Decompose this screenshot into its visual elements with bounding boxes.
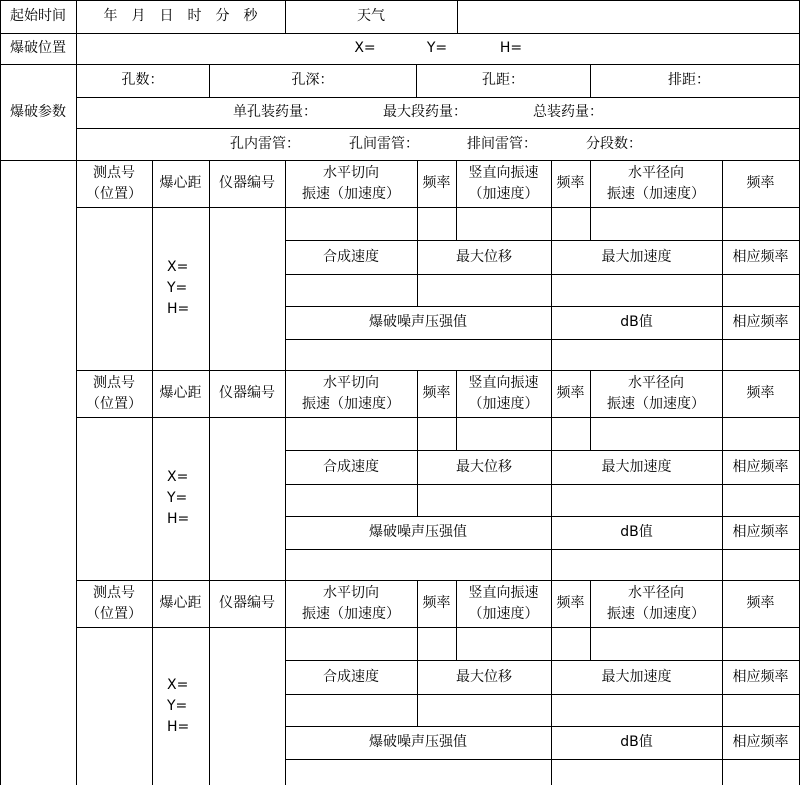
block-2-resultant-velocity <box>285 450 417 484</box>
block-2-corr-frequency-1-text: 相应频率 <box>732 458 789 475</box>
block-1-horiz-radial-text: 振速（加速度） <box>607 185 705 202</box>
block-3-freq-1-text: 频率 <box>422 595 451 611</box>
block-2-vertical-text: 竖直向振速 <box>468 374 539 391</box>
block-2-horiz-radial <box>590 370 722 417</box>
block-1-coordinates <box>152 207 209 370</box>
block-2-horiz-radial-text: 振速（加速度） <box>607 395 705 412</box>
inter-row-detonator-label: 排间雷管： <box>467 135 537 152</box>
rule-start-time <box>0 33 800 34</box>
block-3-distance-text: 爆心距 <box>159 595 202 611</box>
block-3-point-no-text: （位置） <box>86 605 142 622</box>
block-2-coord-text: H= <box>167 511 190 527</box>
charge-per-hole-label: 单孔装药量： <box>233 104 317 120</box>
block-3-horiz-tangential-text: 水平切向 <box>323 584 379 601</box>
max-delay-charge-label: 最大段药量： <box>383 104 467 120</box>
in-hole-detonator-label: 孔内雷管： <box>230 135 300 152</box>
block-2-vertical <box>456 370 551 417</box>
weather-label: 天气 <box>357 8 385 24</box>
block-2-corr-frequency-2 <box>722 516 799 549</box>
hole-count-label: 孔数： <box>121 72 164 88</box>
block-3-freq-1 <box>417 580 456 627</box>
block-3-instrument-no <box>209 580 285 627</box>
block-3-freq-2-text: 频率 <box>556 595 585 611</box>
block-2-resultant-velocity-text: 合成速度 <box>323 458 379 475</box>
block-3-db-value-text: dB值 <box>620 734 653 750</box>
block-1-freq-1-text: 频率 <box>422 175 451 191</box>
block-3-horiz-tangential-text: 振速（加速度） <box>302 605 400 622</box>
block-1-horiz-radial-text: 水平径向 <box>628 164 684 181</box>
block-1-freq-2-text: 频率 <box>556 175 585 191</box>
inter-hole-detonator-label: 孔间雷管： <box>349 135 419 152</box>
total-charge-label: 总装药量： <box>533 104 603 120</box>
block-2-coordinates <box>152 417 209 580</box>
block-2-db-value <box>551 516 722 549</box>
block-2-freq-1 <box>417 370 456 417</box>
weather-value <box>457 0 799 33</box>
block-2-freq-2 <box>551 370 590 417</box>
block-3-vertical <box>456 580 551 627</box>
block-1-resultant-velocity-text: 合成速度 <box>323 248 379 265</box>
block-1-freq-3-text: 频率 <box>746 175 775 191</box>
block-1-distance <box>152 160 209 207</box>
block-2-instrument-no-text: 仪器编号 <box>219 385 275 401</box>
block-2-horiz-tangential-text: 振速（加速度） <box>302 395 400 412</box>
block-2-vertical-text: （加速度） <box>468 395 539 412</box>
delay-count-label: 分段数： <box>586 135 642 152</box>
block-3-freq-3 <box>722 580 799 627</box>
block-1-vertical-text: （加速度） <box>468 185 539 202</box>
block-1-noise-level <box>285 306 551 339</box>
block-1-corr-frequency-2 <box>722 306 799 339</box>
block-3-freq-3-text: 频率 <box>746 595 775 611</box>
block-1-horiz-tangential-text: 振速（加速度） <box>302 185 400 202</box>
block-3-instrument-no-text: 仪器编号 <box>219 595 275 611</box>
block-1-instrument-no-text: 仪器编号 <box>219 175 275 191</box>
block-2-point-no <box>76 370 152 417</box>
block-1-freq-2 <box>551 160 590 207</box>
block-3-coord-text: H= <box>167 718 190 735</box>
block-3-corr-frequency-2 <box>722 726 799 759</box>
block-3-db-value <box>551 726 722 759</box>
block-1-point-no-text: （位置） <box>86 185 142 202</box>
block-3-max-acceleration-text: 最大加速度 <box>601 668 672 685</box>
block-2-freq-2-text: 频率 <box>556 385 585 401</box>
block-3-noise-level <box>285 726 551 759</box>
block-3-max-acceleration <box>551 660 722 694</box>
block-1-coord-text: H= <box>167 301 190 317</box>
block-3-horiz-tangential <box>285 580 417 627</box>
block-1-freq-3 <box>722 160 799 207</box>
block-2-corr-frequency-1 <box>722 450 799 484</box>
block-2-corr-frequency-2-text: 相应频率 <box>732 524 789 540</box>
block-3-horiz-radial <box>590 580 722 627</box>
block-2-max-displacement-text: 最大位移 <box>456 458 512 475</box>
block-2-max-acceleration-text: 最大加速度 <box>601 458 672 475</box>
block-1-db-value-text: dB值 <box>620 314 653 330</box>
row-spacing-label: 排距： <box>668 72 710 88</box>
block-3-distance <box>152 580 209 627</box>
block-3-vertical-text: （加速度） <box>468 605 539 622</box>
position-y-label: Y= <box>426 40 448 56</box>
block-2-distance <box>152 370 209 417</box>
block-1-vertical-text: 竖直向振速 <box>468 164 539 181</box>
block-2-freq-1-text: 频率 <box>422 385 451 401</box>
block-1-max-displacement <box>417 240 551 274</box>
block-3-point-no-text: 测点号 <box>93 584 135 601</box>
block-3-vertical-text: 竖直向振速 <box>468 584 539 601</box>
block-1-vertical <box>456 160 551 207</box>
block-1-coord-text: X= <box>167 259 189 275</box>
hole-spacing-label: 孔距： <box>482 72 524 88</box>
block-3-freq-2 <box>551 580 590 627</box>
block-2-coord-text: X= <box>167 469 189 485</box>
block-1-corr-frequency-1 <box>722 240 799 274</box>
block-1-db-value <box>551 306 722 339</box>
block-2-horiz-tangential <box>285 370 417 417</box>
block-2-horiz-tangential-text: 水平切向 <box>323 374 379 391</box>
block-3-corr-frequency-2-text: 相应频率 <box>732 734 789 750</box>
block-2-freq-3-text: 频率 <box>746 385 775 401</box>
block-2-max-acceleration <box>551 450 722 484</box>
block-3-max-displacement-text: 最大位移 <box>456 668 512 685</box>
block-2-horiz-radial-text: 水平径向 <box>628 374 684 391</box>
block-1-horiz-tangential <box>285 160 417 207</box>
position-h-label: H= <box>499 40 523 56</box>
block-1-max-displacement-text: 最大位移 <box>456 248 512 265</box>
block-3-coord-text: X= <box>167 676 189 693</box>
block-2-point-no-text: （位置） <box>86 395 142 412</box>
block-2-coord-text: Y= <box>167 490 188 506</box>
block-1-max-acceleration <box>551 240 722 274</box>
block-3-resultant-velocity <box>285 660 417 694</box>
block-3-max-displacement <box>417 660 551 694</box>
hole-depth-label: 孔深： <box>291 72 334 88</box>
block-1-point-no <box>76 160 152 207</box>
block-3-corr-frequency-1 <box>722 660 799 694</box>
blast-params-label: 爆破参数 <box>10 103 66 120</box>
start-time-units: 年 月 日 时 分 秒 <box>103 8 258 24</box>
block-1-resultant-velocity <box>285 240 417 274</box>
block-1-freq-1 <box>417 160 456 207</box>
block-3-point-no <box>76 580 152 627</box>
block-3-corr-frequency-1-text: 相应频率 <box>732 668 789 685</box>
block-3-resultant-velocity-text: 合成速度 <box>323 668 379 685</box>
block-2-instrument-no <box>209 370 285 417</box>
block-2-point-no-text: 测点号 <box>93 374 135 391</box>
block-1-horiz-tangential-text: 水平切向 <box>323 164 379 181</box>
block-3-coordinates <box>152 627 209 785</box>
start-time-label: 起始时间 <box>10 8 66 24</box>
block-2-distance-text: 爆心距 <box>159 385 202 401</box>
block-2-noise-level <box>285 516 551 549</box>
block-2-noise-level-text: 爆破噪声压强值 <box>369 524 467 540</box>
block-1-coord-text: Y= <box>167 280 188 296</box>
block-3-noise-level-text: 爆破噪声压强值 <box>369 734 467 750</box>
block-1-point-no-text: 测点号 <box>93 164 135 181</box>
block-1-horiz-radial <box>590 160 722 207</box>
block-1-max-acceleration-text: 最大加速度 <box>601 248 672 265</box>
position-x-label: X= <box>354 40 376 56</box>
block-2-freq-3 <box>722 370 799 417</box>
block-1-distance-text: 爆心距 <box>159 175 202 191</box>
block-1-corr-frequency-2-text: 相应频率 <box>732 314 789 330</box>
block-3-coord-text: Y= <box>167 697 188 714</box>
block-2-max-displacement <box>417 450 551 484</box>
block-1-noise-level-text: 爆破噪声压强值 <box>369 314 467 330</box>
block-3-horiz-radial-text: 水平径向 <box>628 584 684 601</box>
block-2-db-value-text: dB值 <box>620 524 653 540</box>
block-1-instrument-no <box>209 160 285 207</box>
block-1-corr-frequency-1-text: 相应频率 <box>732 248 789 265</box>
blast-position-label: 爆破位置 <box>10 40 66 56</box>
block-3-horiz-radial-text: 振速（加速度） <box>607 605 705 622</box>
